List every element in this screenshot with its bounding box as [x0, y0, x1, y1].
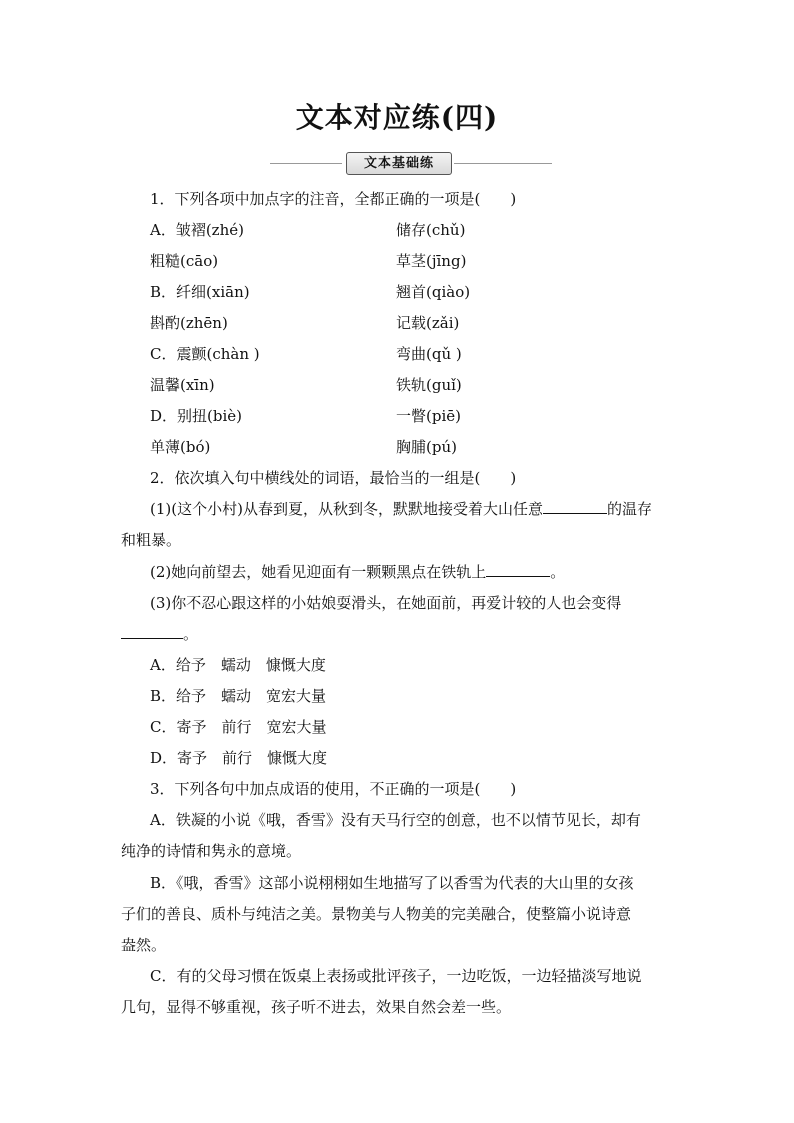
page-title: 文本对应练(四)	[295, 101, 499, 134]
q2-s2-text: (2)她向前望去，她看见迎面有一颗颗黑点在铁轨上	[150, 563, 487, 581]
q1-option-c-left: C．震颤(chàn )	[150, 345, 260, 363]
q1-option-a-right: 储存(chǔ)	[396, 221, 466, 239]
q3-option-b-line1: B．《哦，香雪》这部小说栩栩如生地描写了以香雪为代表的大山里的女孩	[150, 874, 634, 892]
q1-option-b-right: 翘首(qiào)	[396, 283, 471, 301]
q3-option-c-line1: C．有的父母习惯在饭桌上表扬或批评孩子，一边吃饭，一边轻描淡写地说	[150, 967, 642, 985]
section-label: 文本基础练	[346, 152, 452, 175]
q2-option-c: C．寄予 前行 宽宏大量	[150, 718, 327, 736]
q1-option-d-left: D．别扭(biè)	[150, 407, 243, 425]
section-rule-left	[270, 163, 342, 164]
q2-sentence-2	[150, 562, 565, 582]
q1-option-b-left: B．纤细(xiān)	[150, 283, 250, 301]
q2-s3-tail: 。	[183, 625, 199, 643]
q1-option-d-right: 一瞥(piē)	[396, 407, 461, 425]
q2-sentence-1	[150, 499, 652, 519]
q2-option-b: B．给予 蠕动 宽宏大量	[150, 687, 327, 705]
answer-blank	[543, 499, 607, 514]
q1-option-a2-right: 草茎(jīng)	[396, 252, 467, 270]
q2-option-d: D．寄予 前行 慷慨大度	[150, 749, 328, 767]
q1-option-d2-right: 胸脯(pú)	[396, 438, 457, 456]
q2-s2-tail: 。	[550, 563, 566, 581]
q3-option-c-line2: 几句，显得不够重视，孩子听不进去，效果自然会差一些。	[121, 998, 512, 1016]
section-rule-right	[454, 163, 552, 164]
question-2-stem: 2．依次填入句中横线处的词语，最恰当的一组是( )	[150, 469, 517, 487]
q2-option-a: A．给予 蠕动 慷慨大度	[150, 656, 326, 674]
question-3-stem: 3．下列各句中加点成语的使用，不正确的一项是( )	[150, 780, 517, 798]
q2-sentence-3: (3)你不忍心跟这样的小姑娘耍滑头，在她面前，再爱计较的人也会变得	[150, 594, 622, 612]
q1-option-a2-left: 粗糙(cāo)	[150, 252, 219, 270]
q1-option-c-right: 弯曲(qǔ )	[396, 345, 462, 363]
q1-option-b2-left: 斟酌(zhēn)	[150, 314, 228, 332]
q1-option-c2-left: 温馨(xīn)	[150, 376, 215, 394]
q1-option-b2-right: 记载(zǎi)	[396, 314, 460, 332]
q2-sentence-1-cont: 和粗暴。	[121, 531, 182, 549]
q1-option-a-left: A．皱褶(zhé)	[150, 221, 244, 239]
answer-blank	[486, 562, 550, 577]
section-header	[270, 150, 552, 176]
q2-sentence-3-cont	[121, 624, 198, 644]
question-1-stem: 1．下列各项中加点字的注音，全都正确的一项是( )	[150, 190, 517, 208]
q1-option-c2-right: 铁轨(guǐ)	[396, 376, 462, 394]
q3-option-b-line2: 子们的善良、质朴与纯洁之美。景物美与人物美的完美融合，使整篇小说诗意	[121, 905, 632, 923]
q1-option-d2-left: 单薄(bó)	[150, 438, 211, 456]
q2-s1-tail: 的温存	[606, 500, 652, 518]
q3-option-a-line1: A．铁凝的小说《哦，香雪》没有天马行空的创意，也不以情节见长，却有	[150, 811, 641, 829]
q3-option-b-line3: 盎然。	[121, 936, 167, 954]
answer-blank	[121, 624, 183, 639]
q3-option-a-line2: 纯净的诗情和隽永的意境。	[121, 842, 302, 860]
q2-s1-text: (1)(这个小村)从春到夏，从秋到冬，默默地接受着大山任意	[150, 500, 543, 518]
